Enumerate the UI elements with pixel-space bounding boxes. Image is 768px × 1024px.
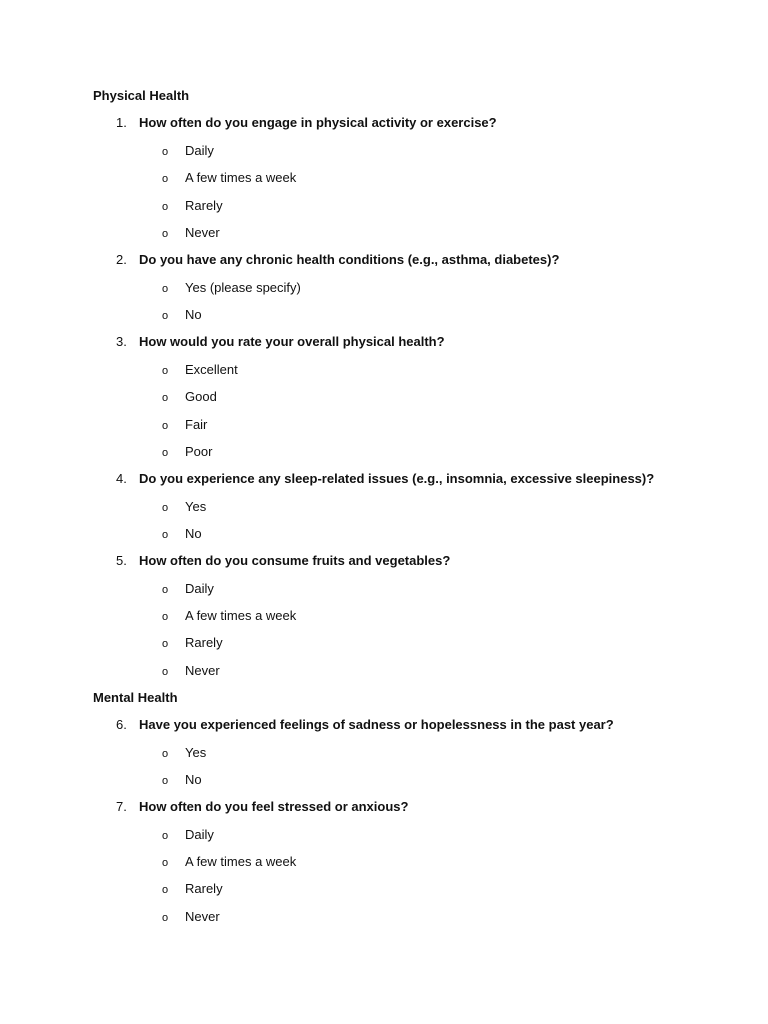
bullet-icon: o bbox=[162, 884, 169, 896]
question-text: How often do you feel stressed or anxious? bbox=[139, 799, 409, 814]
bullet-icon: o bbox=[162, 420, 169, 432]
bullet-icon: o bbox=[162, 173, 169, 185]
answer-option: Never bbox=[185, 663, 220, 678]
question-number: 3. bbox=[116, 334, 127, 349]
question-text: How would you rate your overall physical health? bbox=[139, 334, 445, 349]
question-number: 6. bbox=[116, 717, 127, 732]
question-text: How often do you engage in physical activity or exercise? bbox=[139, 115, 497, 130]
question-text: Have you experienced feelings of sadness or hopelessness in the past year? bbox=[139, 717, 614, 732]
bullet-icon: o bbox=[162, 365, 169, 377]
bullet-icon: o bbox=[162, 283, 169, 295]
answer-option: No bbox=[185, 526, 202, 541]
bullet-icon: o bbox=[162, 584, 169, 596]
question-number: 4. bbox=[116, 471, 127, 486]
bullet-icon: o bbox=[162, 666, 169, 678]
section-heading: Mental Health bbox=[93, 690, 178, 705]
bullet-icon: o bbox=[162, 447, 169, 459]
bullet-icon: o bbox=[162, 638, 169, 650]
bullet-icon: o bbox=[162, 392, 169, 404]
section-heading: Physical Health bbox=[93, 88, 190, 103]
answer-option: Never bbox=[185, 909, 220, 924]
answer-option: No bbox=[185, 307, 202, 322]
question-number: 5. bbox=[116, 553, 127, 568]
question-number: 2. bbox=[116, 252, 127, 267]
answer-option: Poor bbox=[185, 444, 213, 459]
answer-option: Daily bbox=[185, 827, 214, 842]
question-text: How often do you consume fruits and vegetables? bbox=[139, 553, 451, 568]
answer-option: Rarely bbox=[185, 198, 223, 213]
answer-option: Fair bbox=[185, 417, 208, 432]
question-text: Do you have any chronic health conditions (e.g., asthma, diabetes)? bbox=[139, 252, 560, 267]
bullet-icon: o bbox=[162, 201, 169, 213]
answer-option: A few times a week bbox=[185, 854, 297, 869]
bullet-icon: o bbox=[162, 146, 169, 158]
answer-option: Never bbox=[185, 225, 220, 240]
answer-option: Yes (please specify) bbox=[185, 280, 301, 295]
answer-option: Daily bbox=[185, 143, 214, 158]
bullet-icon: o bbox=[162, 748, 169, 760]
answer-option: Rarely bbox=[185, 635, 223, 650]
question-number: 1. bbox=[116, 115, 127, 130]
answer-option: Rarely bbox=[185, 881, 223, 896]
question-text: Do you experience any sleep-related issues (e.g., insomnia, excessive sleepiness)? bbox=[139, 471, 655, 486]
bullet-icon: o bbox=[162, 529, 169, 541]
bullet-icon: o bbox=[162, 830, 169, 842]
bullet-icon: o bbox=[162, 775, 169, 787]
answer-option: No bbox=[185, 772, 202, 787]
answer-option: Good bbox=[185, 389, 217, 404]
bullet-icon: o bbox=[162, 228, 169, 240]
answer-option: Yes bbox=[185, 499, 207, 514]
question-number: 7. bbox=[116, 799, 127, 814]
bullet-icon: o bbox=[162, 310, 169, 322]
answer-option: Yes bbox=[185, 745, 207, 760]
answer-option: A few times a week bbox=[185, 170, 297, 185]
bullet-icon: o bbox=[162, 611, 169, 623]
answer-option: Daily bbox=[185, 581, 214, 596]
answer-option: A few times a week bbox=[185, 608, 297, 623]
answer-option: Excellent bbox=[185, 362, 238, 377]
bullet-icon: o bbox=[162, 502, 169, 514]
bullet-icon: o bbox=[162, 912, 169, 924]
bullet-icon: o bbox=[162, 857, 169, 869]
